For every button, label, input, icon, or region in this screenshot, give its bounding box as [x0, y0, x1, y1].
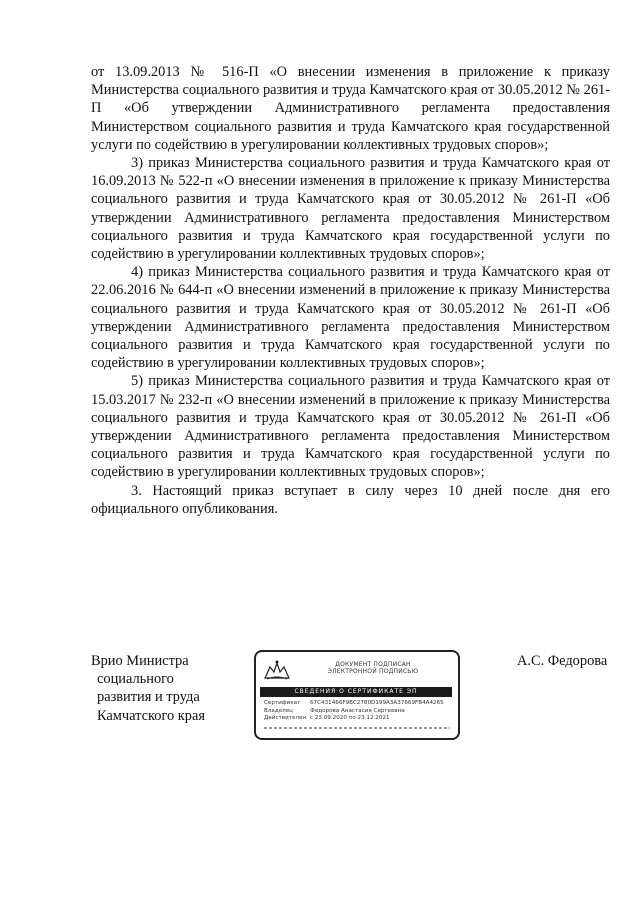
paragraph-item-3: 3) приказ Министерства социального развития и труда Камчатского края от 16.09.2013 № 522-п «О внесении изменения в приложение к приказу Министерства социального развития и труда Камчатского края от 30.05.2012 № 261-П «Об утверждении Административного регламента предоставления Министерством социального развития и труда Камчатского края государственной услуги по содействию в урегулировании коллективных трудовых споров»;: [91, 155, 610, 263]
paragraph-continuation: от 13.09.2013 № 516-П «О внесении изменения в приложение к приказу Министерства социального развития и труда Камчатского края от 30.05.2012 № 261-П «Об утверждении Административного регламента предоставления Министерством социального развития и труда Камчатского края государственной услуги по содействию в урегулировании коллективных трудовых споров»;: [91, 64, 610, 153]
signatory-name: А.С. Федорова: [517, 653, 608, 669]
position-line: развития и труда: [97, 689, 200, 706]
paragraph-item-5: 5) приказ Министерства социального развития и труда Камчатского края от 15.03.2017 № 232-п «О внесении изменений в приложение к приказу Министерства социального развития и труда Камчатского края от 30.05.2012 № 261-П «Об утверждении Административного регламента предоставления Министерством социального развития и труда Камчатского края государственной услуги по содействию в урегулировании коллективных трудовых споров»;: [91, 373, 610, 481]
electronic-signature-stamp: [254, 650, 460, 740]
position-line: Врио Министра: [91, 653, 189, 669]
paragraph-item-4: 4) приказ Министерства социального развития и труда Камчатского края от 22.06.2016 № 644-п «О внесении изменений в приложение к приказу Министерства социального развития и труда Камчатского края от 30.05.2012 № 261-П «Об утверждении Административного регламента предоставления Министерством социального развития и труда Камчатского края государственной услуги по содействию в урегулировании коллективных трудовых споров»;: [91, 264, 610, 372]
coat-of-arms-icon: [262, 658, 292, 682]
signatory-position: [91, 652, 205, 725]
paragraph-clause-3: 3. Настоящий приказ вступает в силу через 10 дней после дня его официального опубликования.: [91, 482, 610, 517]
position-line: социального: [97, 671, 174, 688]
stamp-row-validity: Действителен с 23.09.2020 по 23.12.2021: [264, 715, 390, 721]
stamp-title: ДОКУМЕНТ ПОДПИСАН ЭЛЕКТРОННОЙ ПОДПИСЬЮ: [327, 661, 419, 675]
position-line: Камчатского края: [97, 707, 205, 724]
stamp-certificate-details: [264, 700, 454, 723]
stamp-certificate-header: СВЕДЕНИЯ О СЕРТИФИКАТЕ ЭП: [260, 687, 452, 697]
stamp-scan-artifact: [264, 725, 452, 731]
stamp-row-certificate: Сертификат 67C431466F9BC2780D199A3A37669FB4A4265: [264, 700, 444, 706]
document-body: [91, 63, 610, 518]
stamp-row-owner: Владелец Федорова Анастасия Сергеевна: [264, 707, 405, 714]
